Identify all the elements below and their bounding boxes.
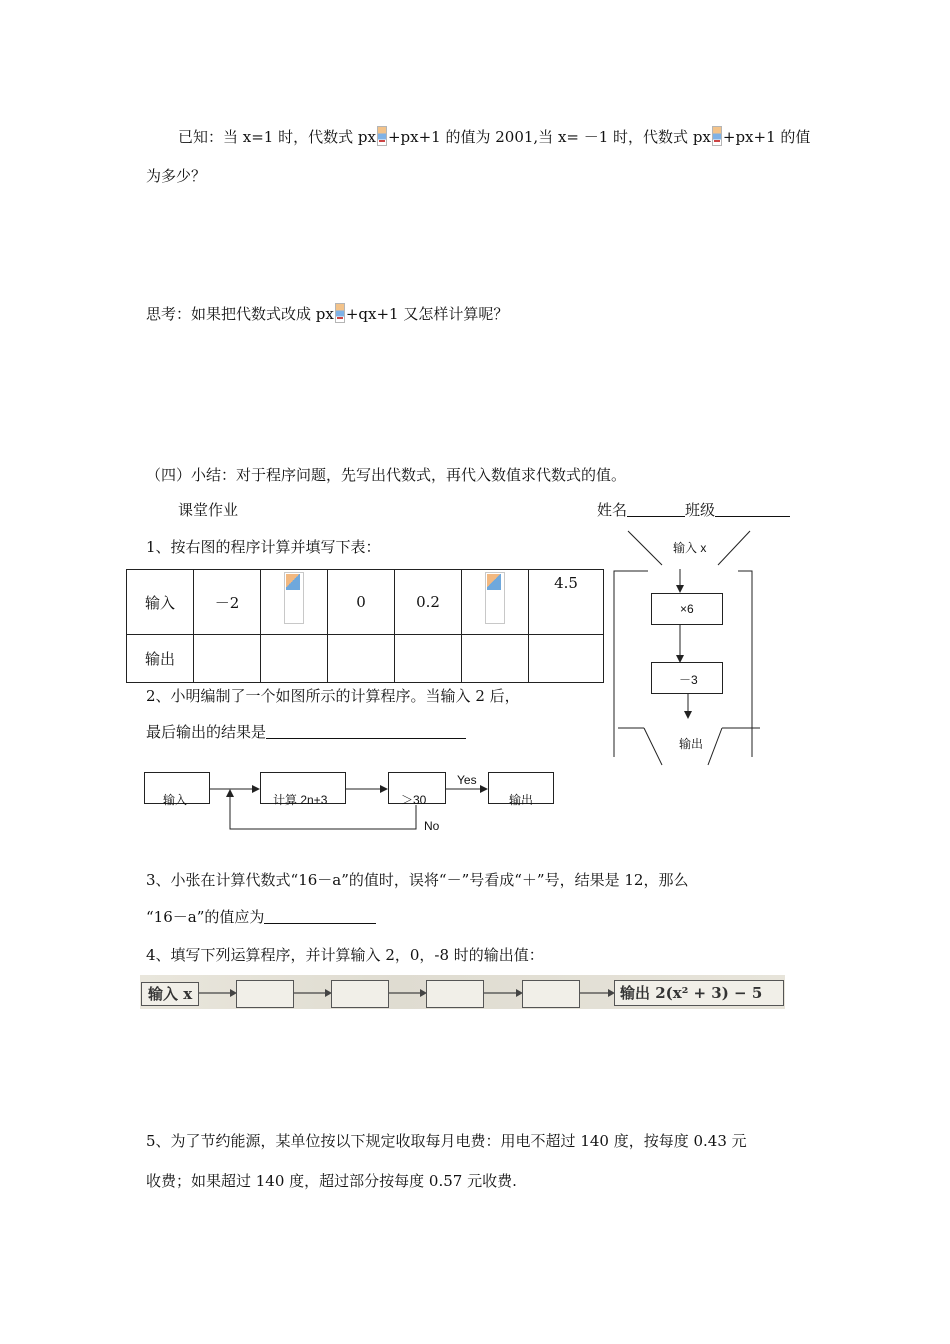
q4-blank-box[interactable]: [426, 980, 484, 1008]
q3-answer-blank[interactable]: [264, 909, 376, 924]
flow-step-multiply: [651, 593, 723, 625]
broken-image-icon: [377, 126, 387, 146]
q4-blank-box[interactable]: [236, 980, 294, 1008]
flow-bottom-output: [488, 772, 554, 807]
think-text-b: +qx+1 又怎样计算呢？: [345, 305, 509, 323]
q2-line-2: [146, 722, 466, 742]
flow-bottom-input: [144, 772, 210, 807]
table-output-cell[interactable]: [261, 635, 328, 683]
table-input-cell: 4.5: [529, 570, 604, 635]
broken-image-icon: [485, 572, 505, 624]
table-output-cell[interactable]: [194, 635, 261, 683]
problem-text-a: 已知：当 x=1 时，代数式 px: [178, 128, 376, 146]
flow-bottom-compare-label: ＞30: [401, 793, 427, 807]
flow-output-label: 输出: [679, 737, 704, 751]
q5-line-1: 5、为了节约能源，某单位按以下规定收取每月电费：用电不超过 140 度，按每度 0.43 元: [146, 1132, 747, 1150]
q4-banner-output: [614, 980, 784, 1006]
problem-line-2: 为多少？: [146, 167, 207, 185]
broken-image-icon: [712, 126, 722, 146]
q2-text: 2、小明编制了一个如图所示的计算程序。当输入 2 后，: [146, 687, 520, 705]
q5-line-2: 收费；如果超过 140 度，超过部分按每度 0.57 元收费.: [146, 1172, 517, 1190]
class-label: 班级: [685, 501, 716, 519]
flow-bottom-input-label: 输入: [163, 793, 188, 807]
flow-step-subtract-label: －3: [679, 673, 698, 687]
q2-answer-blank[interactable]: [266, 724, 466, 739]
q4-blank-box[interactable]: [331, 980, 389, 1008]
problem-line-1: [178, 126, 810, 147]
problem-text-c: +px+1 的值: [722, 128, 811, 146]
homework-title: 课堂作业: [178, 501, 239, 519]
q3-line-2: [146, 907, 376, 927]
table-input-cell: [462, 570, 529, 635]
flow-input-label: 输入 x: [673, 541, 707, 555]
table-output-cell[interactable]: [529, 635, 604, 683]
right-flowchart-lines: [600, 525, 790, 770]
table-output-cell[interactable]: [395, 635, 462, 683]
flow-bottom-compute-label: 计算 2n+3: [273, 793, 328, 807]
table-label-input: 输入: [127, 570, 194, 635]
flow-bottom-compare: [388, 772, 446, 807]
table-output-cell[interactable]: [328, 635, 395, 683]
q4-banner-input-label: 输入 x: [148, 985, 193, 1003]
q4-banner-output-label: 输出 2(x² + 3) − 5: [620, 984, 763, 1002]
flow-yes-label: Yes: [457, 773, 477, 787]
summary-line: （四）小结：对于程序问题，先写出代数式，再代入数值求代数式的值。: [146, 466, 627, 484]
problem-text-b: +px+1 的值为 2001,当 x= －1 时，代数式 px: [387, 128, 711, 146]
name-field: [597, 500, 790, 520]
table-input-cell: 0: [328, 570, 395, 635]
q4-text: 4、填写下列运算程序，并计算输入 2，0，-8 时的输出值：: [146, 946, 544, 964]
flow-bottom-compute: [260, 772, 346, 807]
flow-bottom-output-label: 输出: [509, 793, 534, 807]
q4-blank-box[interactable]: [522, 980, 580, 1008]
q2-line-1: [146, 686, 520, 706]
table-input-cell: [261, 570, 328, 635]
broken-image-icon: [335, 303, 345, 323]
think-line: [146, 303, 508, 324]
flow-step-multiply-label: ×6: [680, 602, 694, 616]
flow-no-label: No: [424, 819, 440, 833]
table-output-cell[interactable]: [462, 635, 529, 683]
broken-image-icon: [284, 572, 304, 624]
name-blank[interactable]: [627, 502, 685, 517]
name-label: 姓名: [597, 501, 628, 519]
q2-text-2: 最后输出的结果是: [146, 723, 267, 741]
q3-line-1: 3、小张在计算代数式“16－a”的值时，误将“－”号看成“＋”号，结果是 12，那么: [146, 871, 689, 889]
table-label-output: 输出: [127, 635, 194, 683]
q4-banner-input: [141, 982, 199, 1006]
q3-text-2: “16－a”的值应为: [146, 908, 265, 926]
table-input-cell: 0.2: [395, 570, 462, 635]
q1-text: 1、按右图的程序计算并填写下表：: [146, 538, 381, 556]
think-text-a: 思考：如果把代数式改成 px: [146, 305, 334, 323]
io-table: [126, 569, 604, 683]
table-input-cell: －2: [194, 570, 261, 635]
class-blank[interactable]: [715, 502, 790, 517]
flow-step-subtract: [651, 662, 723, 694]
